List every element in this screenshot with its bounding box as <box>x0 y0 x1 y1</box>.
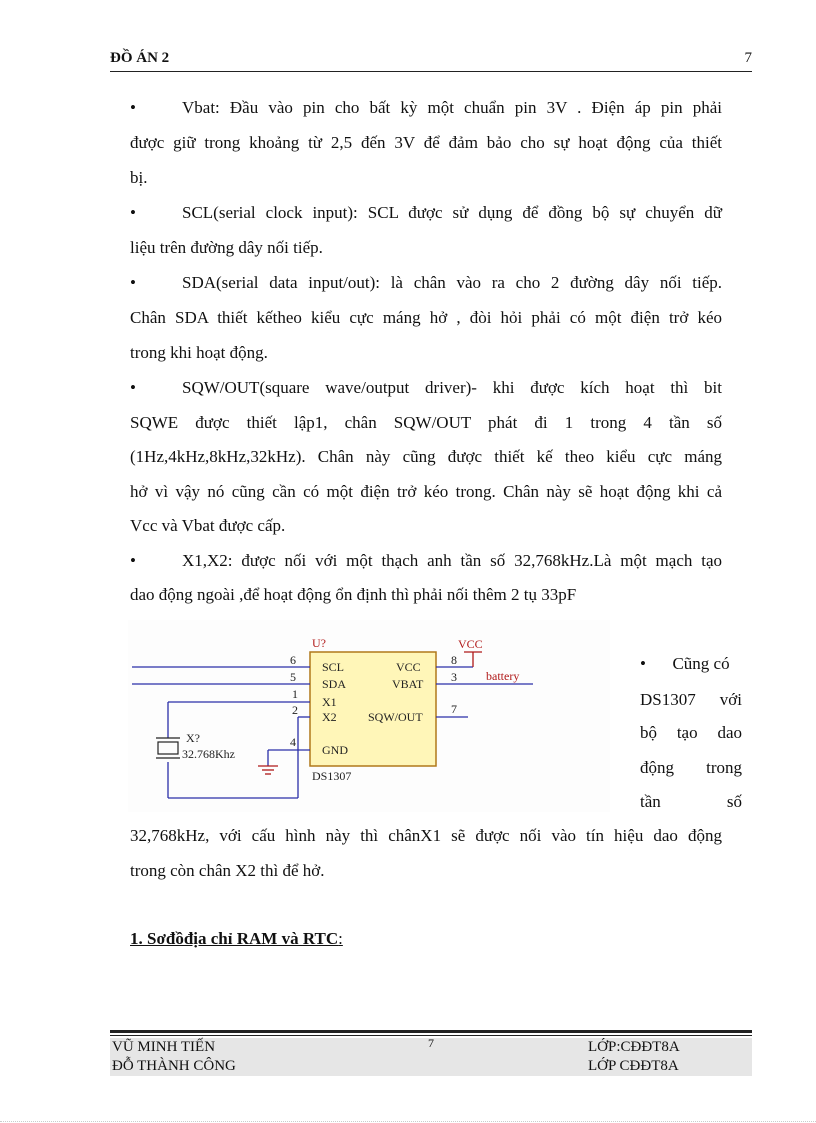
pin-number-gnd: 4 <box>290 735 296 749</box>
footer-author-2: ĐỖ THÀNH CÔNG <box>112 1058 236 1074</box>
pin-number-x1: 1 <box>292 687 298 701</box>
header-page-number: 7 <box>744 50 752 66</box>
body-line: trong còn chân X2 thì để hở. <box>130 861 325 880</box>
header-title: ĐỒ ÁN 2 <box>110 50 170 66</box>
side-line: động trong <box>640 758 742 777</box>
pin-number-sda: 5 <box>290 670 296 684</box>
body-line: dao động ngoài ,để hoạt động ổn định thì phải nối thêm 2 tụ 33pF <box>130 585 577 604</box>
chip-ref-label: U? <box>312 636 326 650</box>
pin-name-x2: X2 <box>322 710 337 724</box>
body-line: Chân SDA thiết kếtheo kiểu cực máng hở , đòi hỏi phải có một điện trở kéo <box>130 308 722 327</box>
crystal-ref-label: X? <box>186 731 200 745</box>
section-heading <box>130 929 343 949</box>
side-line-text: Cũng có <box>672 654 730 673</box>
bullet-marker: • <box>130 273 136 292</box>
pin-number-vbat: 3 <box>451 670 457 684</box>
pin-number-vcc: 8 <box>451 653 457 667</box>
crystal-body <box>158 742 178 754</box>
body-line: X1,X2: được nối với một thạch anh tần số 32,768kHz.Là một mạch tạo <box>182 551 722 570</box>
footer-class-1: LỚP:CĐĐT8A <box>588 1039 680 1055</box>
body-line: SDA(serial data input/out): là chân vào ra cho 2 đường dây nối tiếp. <box>182 273 722 292</box>
body-line: được giữ trong khoảng từ 2,5 đến 3V để đảm bảo cho sự hoạt động của thiết <box>130 133 722 152</box>
vcc-rail-label: VCC <box>458 637 483 651</box>
page-header <box>110 46 752 72</box>
battery-label: battery <box>486 669 520 683</box>
pin-name-scl: SCL <box>322 660 345 674</box>
pin-name-vbat: VBAT <box>392 677 424 691</box>
body-line: Vcc và Vbat được cấp. <box>130 516 286 535</box>
side-line: bộ tạo dao <box>640 723 742 742</box>
pin-name-gnd: GND <box>322 743 348 757</box>
body-line: Vbat: Đầu vào pin cho bất kỳ một chuẩn pin 3V . Điện áp pin phải <box>182 98 722 117</box>
bullet-marker: • <box>640 654 646 673</box>
pin-number-sqw: 7 <box>451 702 457 716</box>
chip-part-label: DS1307 <box>312 769 352 783</box>
bullet-marker: • <box>130 98 136 117</box>
body-line: SQW/OUT(square wave/output driver)- khi được kích hoạt thì bit <box>182 378 722 397</box>
header-rule <box>110 71 752 72</box>
bullet-marker: • <box>130 551 136 570</box>
footer-page-number: 7 <box>428 1036 434 1050</box>
footer-rule-thick <box>110 1030 752 1033</box>
pin-name-x1: X1 <box>322 695 337 709</box>
bullet-marker: • <box>130 378 136 397</box>
page-footer <box>110 1030 752 1076</box>
ds1307-circuit-diagram <box>128 620 610 812</box>
section-heading-text: 1. Sơđồđịa chỉ RAM và RTC <box>130 929 339 948</box>
body-line: bị. <box>130 168 148 187</box>
pin-name-sda: SDA <box>322 677 347 691</box>
body-line: hở vì vậy nó cũng cần có một điện trở kéo trong. Chân này sẽ hoạt động khi cả <box>130 482 722 501</box>
footer-author-1: VŨ MINH TIẾN <box>112 1039 216 1055</box>
pin-name-sqw: SQW/OUT <box>368 710 423 724</box>
body-line: (1Hz,4kHz,8kHz,32kHz). Chân này cũng được thiết kế theo kiểu cực máng <box>130 447 722 466</box>
side-line: DS1307 với <box>640 690 742 709</box>
section-heading-colon: : <box>338 929 343 948</box>
bullet-marker: • <box>130 203 136 222</box>
side-line: tần số <box>640 792 742 811</box>
body-line: liệu trên đường dây nối tiếp. <box>130 238 323 257</box>
pin-number-scl: 6 <box>290 653 296 667</box>
crystal-value-label: 32.768Khz <box>182 747 235 761</box>
body-line: 32,768kHz, với cấu hình này thì chânX1 sẽ được nối vào tín hiệu dao động <box>130 826 722 845</box>
page-bottom-divider <box>0 1121 816 1122</box>
footer-class-2: LỚP CĐĐT8A <box>588 1058 679 1074</box>
pin-number-x2: 2 <box>292 703 298 717</box>
body-line: SQWE được thiết lập1, chân SQW/OUT phát đi 1 trong 4 tần số <box>130 413 722 432</box>
pin-name-vcc: VCC <box>396 660 421 674</box>
body-line: trong khi hoạt động. <box>130 343 268 362</box>
side-line-1 <box>640 653 742 675</box>
body-line: SCL(serial clock input): SCL được sử dụng để đồng bộ sự chuyển dữ <box>182 203 722 222</box>
